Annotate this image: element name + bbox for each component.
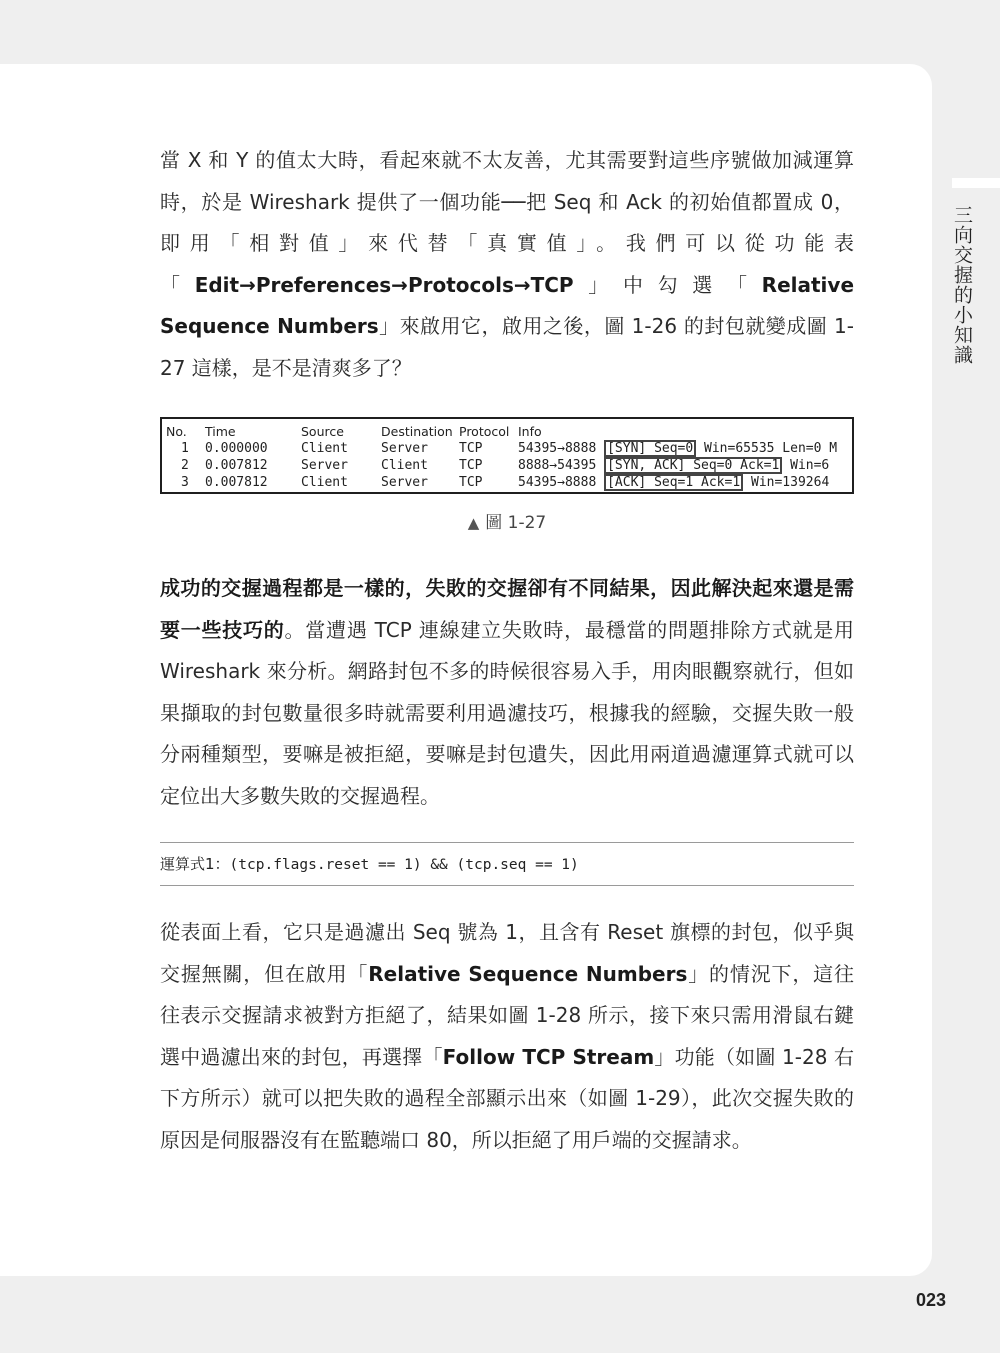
page-number: 023 xyxy=(916,1290,947,1310)
col-header-source: Source xyxy=(301,424,344,439)
para1-option-name: Relative Sequence Numbers xyxy=(160,272,855,338)
packet-time: 0.000000 xyxy=(205,441,268,456)
packet-time: 0.007812 xyxy=(205,475,268,490)
highlight-box: [SYN, ACK] Seq=0 Ack=1 xyxy=(604,457,782,474)
packet-info xyxy=(518,474,849,491)
para1-seg: 」中勾選「 xyxy=(573,272,762,297)
packet-source: Client xyxy=(301,475,348,490)
packet-info-rest: Win=65535 Len=0 M xyxy=(704,441,838,456)
filter-expression-label: 運算式1： xyxy=(160,855,230,873)
para2-seg: 。當遭遇 TCP 連線建立失敗時，最穩當的問題排除方式就是用 Wireshark 來分析。網路封包不多的時候很容易入手，用肉眼觀察就行，但如果擷取的封包數量很多時就需要利用過濾技巧，根據我的經驗，交握失敗一般分兩種類型，要嘛是被拒絕，要嘛是封包遺失，因此用兩道過濾運算式就可以定位出大多數失敗的交握過程。 xyxy=(160,617,854,808)
paragraph-troubleshooting xyxy=(160,568,854,817)
page-content xyxy=(160,140,854,1161)
col-header-time: Time xyxy=(205,424,236,439)
highlight-box: [SYN] Seq=0 xyxy=(604,440,696,457)
packet-protocol: TCP xyxy=(459,458,483,473)
packet-row xyxy=(165,440,849,457)
packet-info xyxy=(518,440,849,457)
packet-list-figure xyxy=(160,417,854,494)
packet-time: 0.007812 xyxy=(205,458,268,473)
packet-no: 2 xyxy=(181,458,189,473)
packet-destination: Client xyxy=(381,458,428,473)
figure-caption-text: 圖 1-27 xyxy=(485,513,547,533)
chapter-side-title: 三向交握的小知識 xyxy=(951,205,973,365)
para2-emphasis: 成功的交握過程都是一樣的，失敗的交握卻有不同結果，因此解決起來還是需要一些技巧的 xyxy=(160,576,854,642)
packet-ports: 8888→54395 xyxy=(518,458,597,473)
para1-seg: 」來啟用它，啟用之後，圖 1-26 的封包就變成圖 1-27 這樣，是不是清爽多了？ xyxy=(160,314,854,380)
para1-menu-path: Edit→Preferences→Protocols→TCP xyxy=(194,272,574,297)
para1-seg: 當 X 和 Y 的值太大時，看起來就不太友善，尤其需要對這些序號做加減運算時，於是 Wireshark 提供了一個功能──把 Seq 和 Ack 的初始值都置成 0，即用「相對值」來代替「真實值」。我們可以從功能表「 xyxy=(160,148,854,297)
para3-seg: 從表面上看，它只是過濾出 Seq 號為 1，且含有 Reset 旗標的封包，似乎與交握無關，但在啟用「 xyxy=(160,920,854,986)
filter-expression-code: (tcp.flags.reset == 1) && (tcp.seq == 1) xyxy=(229,857,579,873)
packet-no: 1 xyxy=(181,441,189,456)
para3-seg: 」的情況下，這往往表示交握請求被對方拒絕了，結果如圖 1-28 所示，接下來只需用滑鼠右鍵選中過濾出來的封包，再選擇「 xyxy=(160,961,854,1069)
col-header-protocol: Protocol xyxy=(459,424,510,439)
chapter-tab-marker xyxy=(952,178,1000,188)
packet-row xyxy=(165,457,849,474)
col-header-destination: Destination xyxy=(381,424,453,439)
packet-list-header xyxy=(165,423,849,440)
packet-source: Server xyxy=(301,458,348,473)
packet-info xyxy=(518,457,849,474)
figure-caption xyxy=(160,508,854,534)
packet-protocol: TCP xyxy=(459,475,483,490)
packet-destination: Server xyxy=(381,475,428,490)
packet-info-rest: Win=139264 xyxy=(751,475,830,490)
paragraph-relative-seq xyxy=(160,140,854,389)
col-header-no: No. xyxy=(166,424,187,439)
col-header-info: Info xyxy=(518,424,542,439)
packet-source: Client xyxy=(301,441,348,456)
packet-destination: Server xyxy=(381,441,428,456)
packet-ports: 54395→8888 xyxy=(518,475,597,490)
packet-protocol: TCP xyxy=(459,441,483,456)
packet-info-rest: Win=6 xyxy=(790,458,830,473)
filter-expression-box xyxy=(160,842,854,886)
packet-ports: 54395→8888 xyxy=(518,441,597,456)
para3-seg: 」功能（如圖 1-28 右下方所示）就可以把失敗的過程全部顯示出來（如圖 1-29），此次交握失敗的原因是伺服器沒有在監聽端口 80，所以拒絕了用戶端的交握請求。 xyxy=(160,1044,854,1152)
para3-option-name: Relative Sequence Numbers xyxy=(368,961,688,986)
paragraph-reset-filter xyxy=(160,912,854,1161)
packet-no: 3 xyxy=(181,475,189,490)
packet-row xyxy=(165,474,849,491)
triangle-marker-icon: ▲ xyxy=(467,514,480,532)
para3-menu-item: Follow TCP Stream xyxy=(442,1044,655,1069)
highlight-box: [ACK] Seq=1 Ack=1 xyxy=(604,474,743,491)
